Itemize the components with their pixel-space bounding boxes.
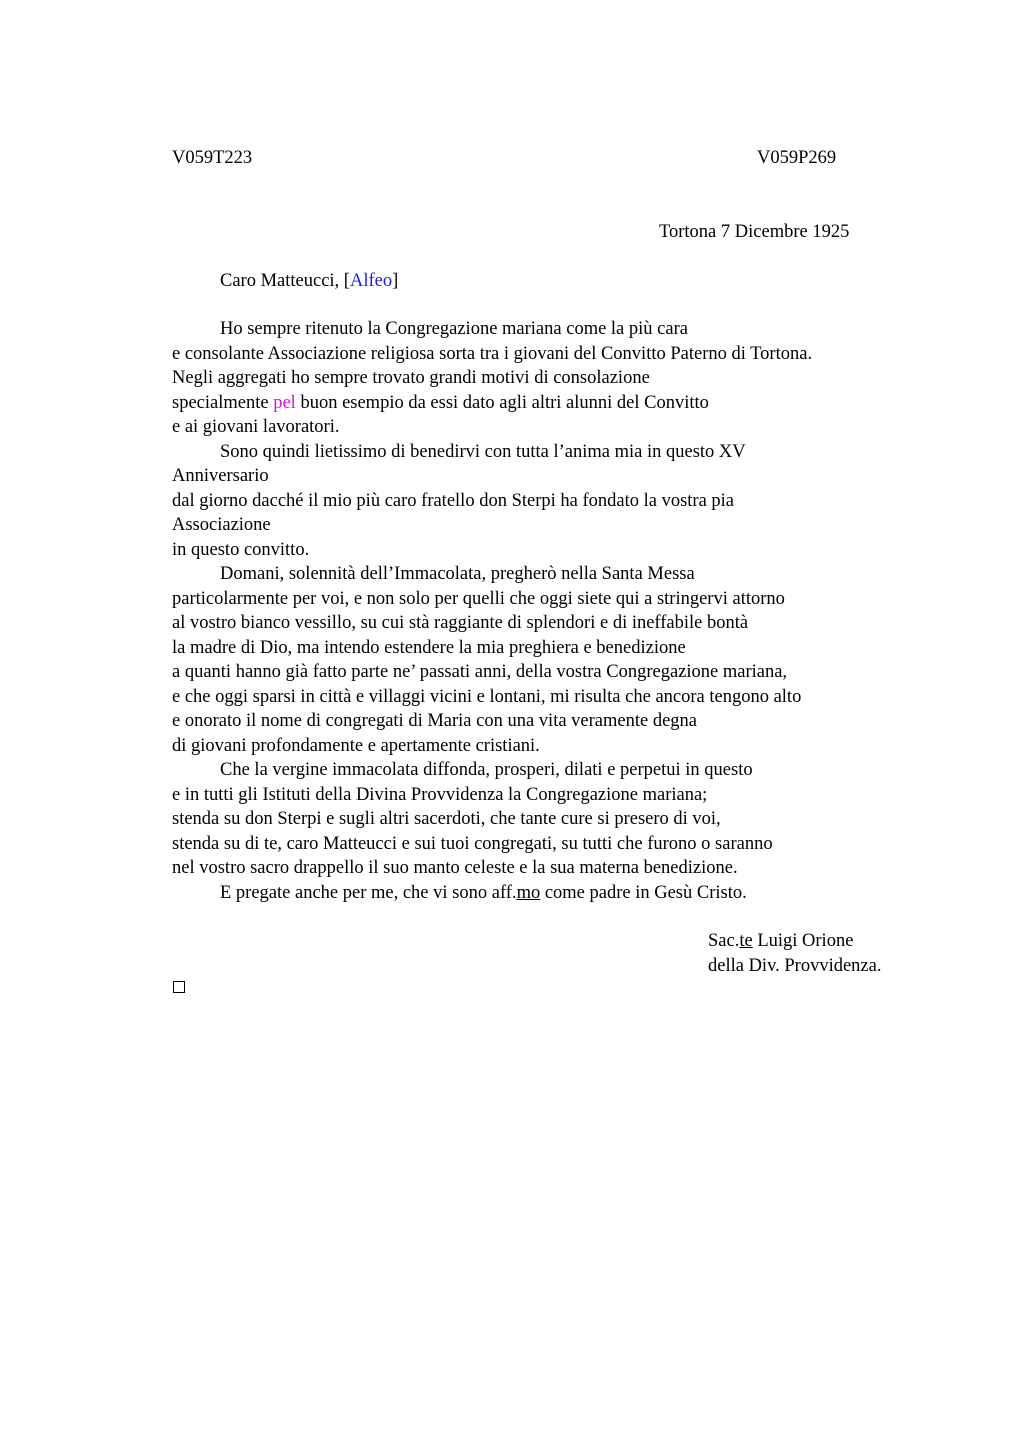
body-line: e ai giovani lavoratori.: [172, 417, 340, 437]
body-text: come padre in Gesù Cristo.: [540, 882, 747, 903]
body-line: Sono quindi lietissimo di benedirvi con tutta l’anima mia in questo XV: [220, 441, 746, 462]
letter-body: [172, 317, 812, 905]
body-line: Domani, solennità dell’Immacolata, pregherò nella Santa Messa: [220, 564, 695, 584]
body-line: stenda su don Sterpi e sugli altri sacerdoti, che tante cure si presero di voi,: [172, 809, 721, 829]
document-code-right: V059P269: [757, 148, 837, 168]
signature-name: [708, 929, 853, 954]
salutation: [220, 269, 398, 294]
body-line: Associazione: [172, 515, 271, 535]
document-code-left: V059T223: [172, 148, 253, 168]
highlighted-word: pel: [273, 392, 296, 413]
body-line: e consolante Associazione religiosa sorta tra i giovani del Convitto Paterno di Tortona.: [172, 343, 813, 364]
body-line: la madre di Dio, ma intendo estendere la mia preghiera e benedizione: [172, 637, 686, 658]
body-line: Negli aggregati ho sempre trovato grandi motivi di consolazione: [172, 368, 650, 388]
salutation-prefix: Caro Matteucci, [: [220, 271, 350, 291]
body-line: e onorato il nome di congregati di Maria con una vita veramente degna: [172, 711, 698, 731]
empty-square-marker: [173, 981, 185, 993]
body-line: Ho sempre ritenuto la Congregazione mariana come la più cara: [220, 319, 688, 339]
signature-text: Luigi Orione: [752, 931, 854, 951]
body-line: [172, 881, 812, 906]
body-text: buon esempio da essi dato agli altri alunni del Convitto: [295, 392, 709, 413]
signature-text: Sac.: [708, 931, 740, 951]
body-line: Che la vergine immacolata diffonda, prosperi, dilati e perpetui in questo: [220, 760, 753, 780]
body-line: al vostro bianco vessillo, su cui stà raggiante di splendori e di ineffabile bontà: [172, 613, 749, 633]
body-line: nel vostro sacro drappello il suo manto celeste e la sua materna benedizione.: [172, 858, 738, 878]
underlined-abbreviation: mo: [516, 882, 541, 903]
body-line: Anniversario: [172, 466, 269, 486]
body-line: [172, 391, 812, 416]
body-line: e in tutti gli Istituti della Divina Provvidenza la Congregazione mariana;: [172, 784, 708, 805]
letter-date: Tortona 7 Dicembre 1925: [659, 222, 850, 242]
salutation-suffix: ]: [392, 271, 399, 291]
body-line: a quanti hanno già fatto parte ne’ passati anni, della vostra Congregazione mariana,: [172, 662, 788, 682]
body-line: stenda su di te, caro Matteucci e sui tuoi congregati, su tutti che furono o saranno: [172, 833, 773, 854]
body-text: specialmente: [172, 392, 274, 413]
body-line: dal giorno dacché il mio più caro fratello don Sterpi ha fondato la vostra pia: [172, 490, 735, 511]
body-text: E pregate anche per me, che vi sono aff.: [220, 882, 517, 903]
body-line: in questo convitto.: [172, 539, 310, 560]
body-line: di giovani profondamente e apertamente cristiani.: [172, 735, 540, 756]
body-line: e che oggi sparsi in città e villaggi vicini e lontani, mi risulta che ancora tengono alto: [172, 686, 802, 707]
body-line: particolarmente per voi, e non solo per quelli che oggi siete qui a stringervi attorno: [172, 588, 785, 609]
signature-title: della Div. Provvidenza.: [708, 956, 882, 976]
salutation-name: Alfeo: [349, 271, 393, 291]
underlined-abbreviation: te: [739, 931, 753, 951]
